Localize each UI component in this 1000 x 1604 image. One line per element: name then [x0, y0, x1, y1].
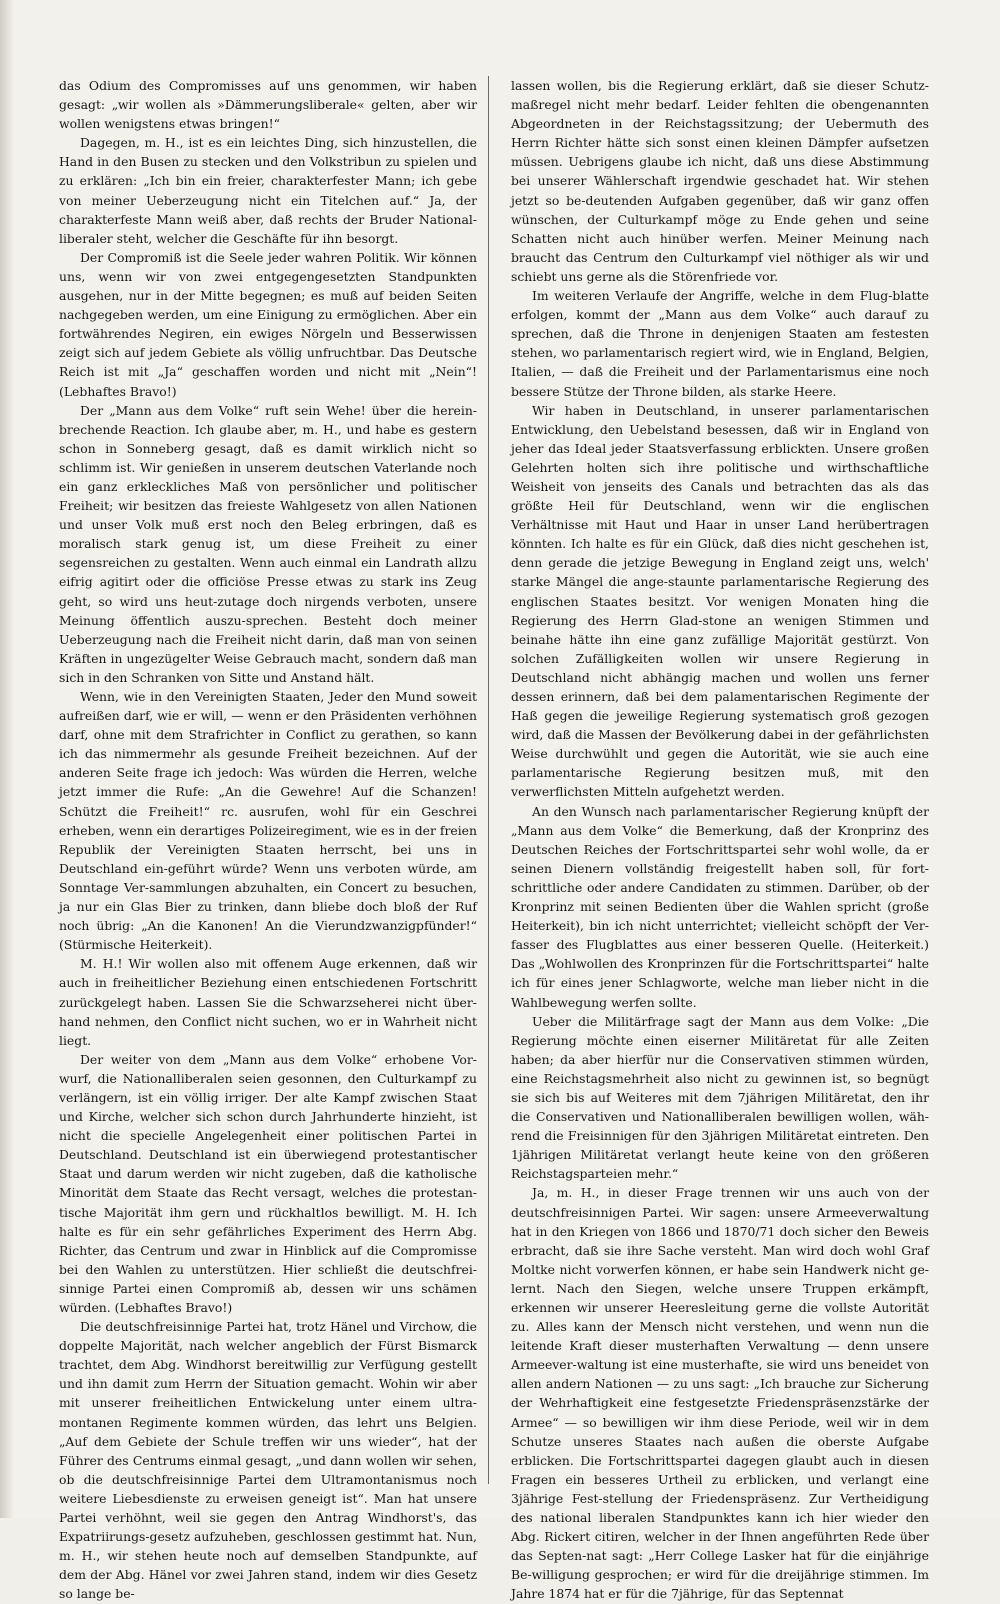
- paragraph: An den Wunsch nach parlamentarischer Regierung knüpft der „Mann aus dem Volke“ die Bemerkung, daß der Kronprinz des Deutschen Reiches der Fortschrittspartei sehr wohl wolle, da er seinen Dienern vollständig freigestellt haben soll, für fort-schrittliche oder andere Candidaten zu stimmen. Darüber, ob der Kronprinz mit seinen Bedienten über die Wahlen spricht (große Heiterkeit), bin ich nicht unterrichtet; vielleicht schöpft der Ver-fasser des Flugblattes aus einer besseren Quelle. (Heiterkeit.) Das „Wohlwollen des Kronprinzen für die Fortschrittspartei“ halte ich für eines jener Schlagworte, welche man lieber nicht in die Wahlbewegung werfen sollte.: [511, 803, 929, 1010]
- paragraph: Der weiter von dem „Mann aus dem Volke“ erhobene Vor-wurf, die Nationalliberalen seien gesonnen, den Culturkampf zu verlängern, ist ein völlig irriger. Der alte Kampf zwischen Staat und Kirche, welcher sich schon durch Jahrhunderte hinzieht, ist nicht die specielle Angelegenheit einer politischen Partei in Deutschland. Deutschland ist ein überwiegend protestantischer Staat und darum werden wir nicht zugeben, daß die katholische Minorität dem Staate das Recht versagt, welches die protestan-tische Majorität ihm gern und rückhaltlos bewilligt. M. H. Ich halte es für ein sehr gefährliches Experiment des Herrn Abg. Richter, das Centrum und zwar in Hinblick auf die Compromisse bei den Wahlen zu unterstützen. Hier schließt die deutschfrei-sinnige Partei einen Compromiß ab, dessen wir uns schämen würden. (Lebhaftes Bravo!): [59, 1051, 477, 1315]
- page-edge-shadow: [0, 0, 14, 1518]
- paragraph: Wir haben in Deutschland, in unserer parlamentarischen Entwicklung, den Uebelstand besessen, daß wir in England von jeher das Ideal jeder Staatsverfassung erblickten. Unsere großen Gelehrten holten sich ihre politische und wirthschaftliche Weisheit von jenseits des Canals und betrachten das als das größte Heil für Deutschland, wenn wir die englischen Verhältnisse mit Haut und Haar in unser Land herübertragen könnten. Ich halte es für ein Glück, daß dies nicht geschehen ist, denn gerade die jetzige Bewegung in England zeigt uns, welch' starke Mängel die ange-staunte parlamentarische Regierung des englischen Staates besitzt. Vor wenigen Monaten hing die Regierung des Herrn Glad-stone an wenigen Stimmen und beinahe hätte ihn eine ganz zufällige Majorität gestürzt. Von solchen Zufälligkeiten wollen wir unsere Regierung in Deutschland nicht abhängig machen und wollen uns ferner dessen erinnern, daß bei dem palamentarischen Regimente der Haß gegen die jeweilige Regierung systematisch groß gezogen wird, daß die Massen der Bevölkerung dabei in der gefährlichsten Weise durchwühlt und gegen die Autorität, wie sie auch eine parlamentarische Regierung besitzen muß, mit den verwerflichsten Mitteln aufgehetzt werden.: [511, 402, 929, 800]
- paragraph: lassen wollen, bis die Regierung erklärt, daß sie dieser Schutz-maßregel nicht mehr bedarf. Leider fehlten die obengenannten Abgeordneten in der Reichstagssitzung; der Uebermuth des Herrn Richter hätte sich sonst einen kleinen Dämpfer aufsetzen müssen. Uebrigens glaube ich nicht, daß uns diese Abstimmung bei unserer Wählerschaft irgendwie geschadet hat. Wir stehen jetzt so be-deutenden Aufgaben gegenüber, daß wir ganz offen wünschen, der Culturkampf möge zu Ende gehen und seine Schatten nicht auch hinüber werfen. Meiner Meinung nach braucht das Centrum den Culturkampf viel nöthiger als wir und schiebt uns gerne als die Störenfriede vor.: [511, 78, 929, 284]
- paragraph: Der Compromiß ist die Seele jeder wahren Politik. Wir können uns, wenn wir von zwei entgegengesetzten Standpunkten ausgehen, nur in der Mitte begegnen; es muß auf beiden Seiten nachgegeben werden, um eine Einigung zu ermöglichen. Aber ein fortwährendes Negiren, ein ewiges Nörgeln und Besserwissen zeigt sich auf jedem Gebiete als völlig unfruchtbar. Das Deutsche Reich ist mit „Ja“ geschaffen worden und nicht mit „Nein“! (Lebhaftes Bravo!): [59, 249, 477, 399]
- paragraph: Ueber die Militärfrage sagt der Mann aus dem Volke: „Die Regierung möchte einen eiserner Militäretat für alle Zeiten haben; da aber hierfür nur die Conservativen stimmen würden, eine Reichstagsmehrheit also nicht zu gewinnen ist, so begnügt sie sich bis auf Weiteres mit dem 7jährigen Militäretat, den ihr die Conservativen und Nationalliberalen bewilligen wollen, wäh-rend die Freisinnigen für den 3jährigen Militäretat eintreten. Den 1jährigen Militäretat verlangt heute keine von den größeren Reichstagsparteien mehr.“: [511, 1013, 929, 1182]
- paragraph: Im weiteren Verlaufe der Angriffe, welche in dem Flug-blatte erfolgen, kommt der „Mann aus dem Volke“ auch darauf zu sprechen, daß die Throne in denjenigen Staaten am festesten stehen, wo parlamentarisch regiert wird, wie in England, Belgien, Italien, — daß die Freiheit und der Parlamentarismus eine noch bessere Stütze der Throne bilden, als starke Heere.: [511, 288, 929, 399]
- paragraph: Ja, m. H., in dieser Frage trennen wir uns auch von der deutschfreisinnigen Partei. Wir sagen: unsere Armeeverwaltung hat in den Kriegen von 1866 und 1870/71 doch sicher den Beweis erbracht, daß sie ihre Sache versteht. Man wird doch wohl Graf Moltke nicht vorwerfen können, er habe sein Handwerk nicht ge-lernt. Nach den Siegen, welche unsere Truppen erkämpft, erkennen wir unserer Heeresleitung gerne die vollste Autorität zu. Alles kann der Mensch nicht verstehen, und wenn nun die leitende Kraft dieser musterhaften Verwaltung — denn unsere Armeever-waltung ist eine musterhafte, sie wird uns beneidet von allen andern Nationen — zu uns sagt: „Ich brauche zur Sicherung der Wehrhaftigkeit eine festgesetzte Friedenspräsenzstärke der Armee“ — so bewilligen wir ihm diese Periode, weil wir in dem Schutze unseres Staates nach außen die oberste Aufgabe erblicken. Die Fortschrittspartei dagegen glaubt auch in diesen Fragen ein besseres Urtheil zu erblicken, und verlangt eine 3jährige Fest-stellung der Friedenspräsenz. Zur Vertheidigung des national liberalen Standpunktes kann ich hier wieder den Abg. Rickert citiren, welcher in der Ihnen angeführten Rede über das Septen-nat sagt: „Herr College Lasker hat für die einjährige Be-willigung gesprochen; er wird für die dreijährige stimmen. Im Jahre 1874 hat er für die 7jährige, für das Septennat: [511, 1185, 929, 1602]
- left-text-column: [59, 76, 477, 1604]
- paragraph: M. H.! Wir wollen also mit offenem Auge erkennen, daß wir auch in freiheitlicher Beziehung einen entschiedenen Fortschritt zurückgelegt haben. Lassen Sie die Schwarzseherei nicht über-hand nehmen, den Conflict nicht suchen, wo er in Wahrheit nicht liegt.: [59, 956, 477, 1048]
- paragraph: Dagegen, m. H., ist es ein leichtes Ding, sich hinzustellen, die Hand in den Busen zu stecken und den Volkstribun zu spielen und zu erklären: „Ich bin ein freier, charakterfester Mann; ich gebe von meiner Ueberzeugung nicht ein Titelchen auf.“ Ja, der charakterfeste Mann weiß aber, daß rechts der Bruder National-liberaler steht, welcher die Geschäfte für ihn besorgt.: [59, 135, 477, 246]
- paragraph: Der „Mann aus dem Volke“ ruft sein Wehe! über die herein-brechende Reaction. Ich glaube aber, m. H., und habe es gestern schon in Sonneberg gesagt, daß es damit wirklich nicht so schlimm ist. Wir genießen in unserem deutschen Vaterlande noch ein ganz erkleckliches Maß von persönlicher und politischer Freiheit; wir besitzen das freieste Wahlgesetz von allen Nationen und unser Volk muß erst noch den Beleg erbringen, daß es moralisch stark genug ist, um diese Freiheit zu einer segensreichen zu gestalten. Wenn auch einmal ein Landrath allzu eifrig agitirt oder die officiöse Presse etwas zu stark ins Zeug geht, so wird uns heut-zutage doch nirgends verboten, unsere Meinung öffentlich auszu-sprechen. Besteht doch meiner Ueberzeugung nach die Freiheit nicht darin, daß man von seinen Kräften in ungezügelter Weise Gebrauch macht, sondern daß man sich in den Schranken von Sitte und Anstand hält.: [59, 402, 477, 685]
- column-divider: [488, 76, 489, 1484]
- paragraph: Wenn, wie in den Vereinigten Staaten, Jeder den Mund soweit aufreißen darf, wie er will, — wenn er den Präsidenten verhöhnen darf, ohne mit dem Strafrichter in Conflict zu gerathen, so kann ich das nimmermehr als gesunde Freiheit bezeichnen. Auf der anderen Seite frage ich jedoch: Was würden die Herren, welche jetzt immer die Rufe: „An die Gewehre! Auf die Schanzen! Schützt die Freiheit!“ rc. ausrufen, wohl für ein Geschrei erheben, wenn ein derartiges Polizeiregiment, wie es in der freien Republik der Vereinigten Staaten herrscht, bei uns in Deutschland ein-geführt würde? Wenn uns verboten würde, am Sonntage Ver-sammlungen abzuhalten, ein Concert zu besuchen, ja nur ein Glas Bier zu trinken, dann bliebe doch bloß der Ruf noch übrig: „An die Kanonen! An die Vierundzwanzigpfünder!“ (Stürmische Heiterkeit).: [59, 689, 477, 953]
- paragraph: das Odium des Compromisses auf uns genommen, wir haben gesagt: „wir wollen als »Dämmerungsliberale« gelten, aber wir wollen wenigstens etwas bringen!“: [59, 78, 477, 132]
- right-text-column: [511, 76, 929, 1604]
- paragraph: Die deutschfreisinnige Partei hat, trotz Hänel und Virchow, die doppelte Majorität, nach welcher angeblich der Fürst Bismarck trachtet, dem Abg. Windhorst bereitwillig zur Verfügung gestellt und ihn damit zum Herrn der Situation gemacht. Wohin wir aber mit unserer freiheitlichen Entwickelung unter einem ultra-montanen Regimente kommen würden, das lehrt uns Belgien. „Auf dem Gebiete der Schule treffen wir uns wieder“, hat der Führer des Centrums einmal gesagt, „und dann wollen wir sehen, ob die deutschfreisinnige Partei dem Ultramontanismus noch weitere Liebesdienste zu erweisen geneigt ist“. Man hat unsere Partei verhöhnt, weil sie gegen den Antrag Windhorst's, das Expatriirungs-gesetz aufzuheben, geschlossen gestimmt hat. Nun, m. H., wir stehen heute noch auf demselben Standpunkte, auf dem der Abg. Hänel vor zwei Jahren stand, indem wir dies Gesetz so lange be-: [59, 1319, 477, 1602]
